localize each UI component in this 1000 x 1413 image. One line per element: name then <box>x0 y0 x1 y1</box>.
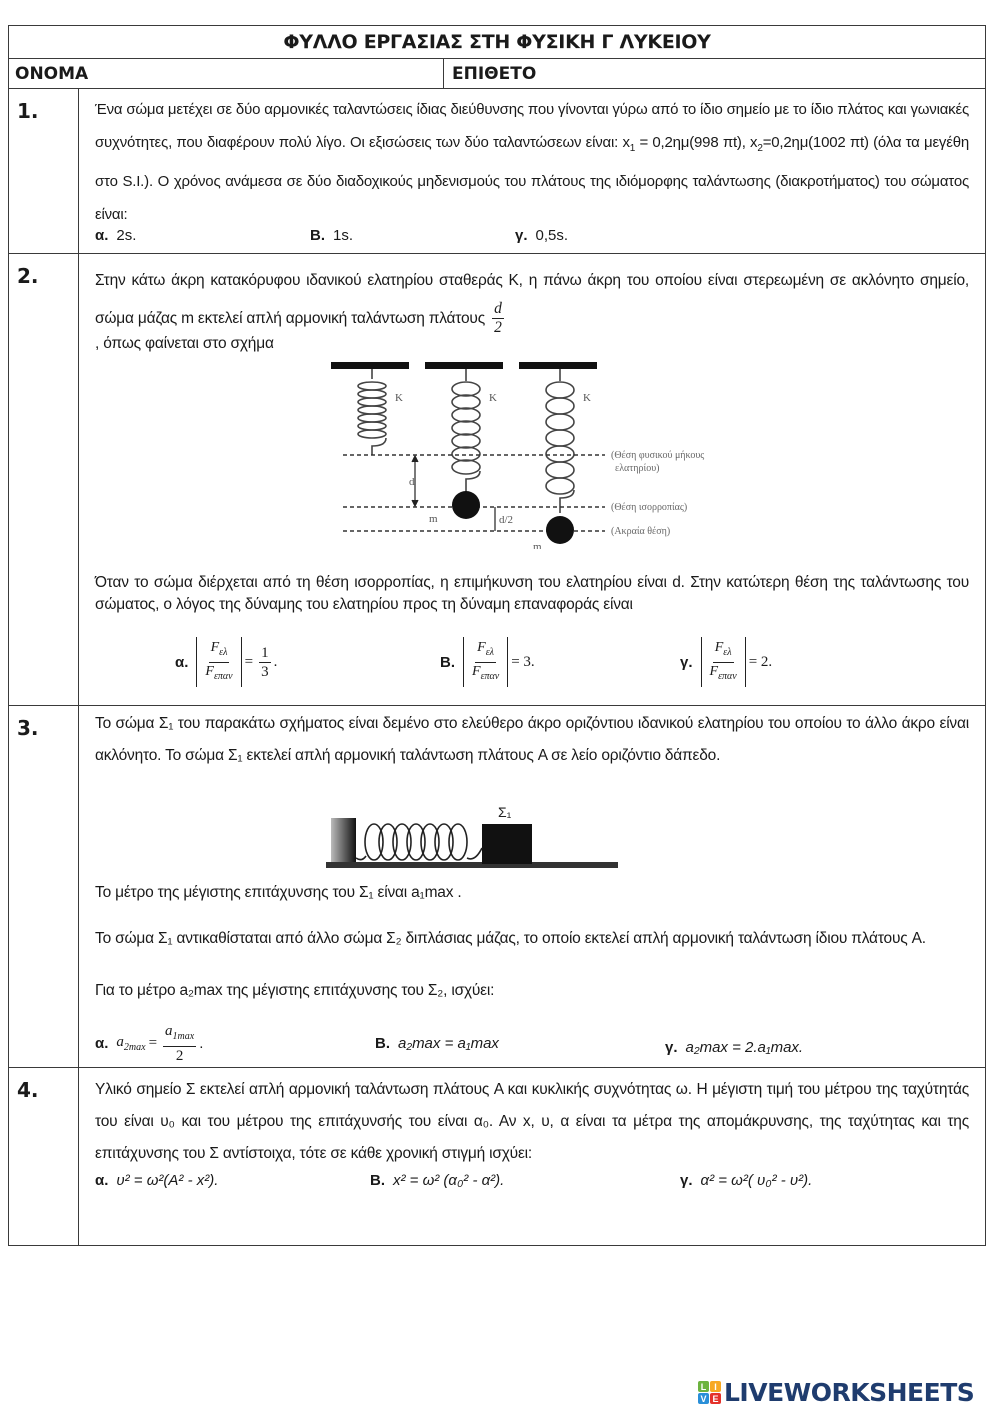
question-number: 1. <box>9 89 79 253</box>
question-2 <box>9 254 985 706</box>
svg-text:d/2: d/2 <box>499 514 514 526</box>
option-a[interactable]: α. υ² = ω²(A² - x²). <box>95 1172 219 1189</box>
question-text: Υλικό σημείο Σ εκτελεί απλή αρμονική ταλάντωση πλάτους A και κυκλικής συχνότητας ω. Η μέγιστη τιμή του μέτρου της ταχύτητάς του είναι υ₀ και του μέτρου της επιτάχυνσής του είναι α₀. Αν x, υ, α είναι τα μέτρα της απομάκρυνσης, της ταχύτητας και της επιτάχυνσης του Σ αντίστοιχα, τότε σε κάθε χρονική στιγμή ισχύει: <box>95 1081 969 1162</box>
vertical-spring-diagram <box>323 354 793 549</box>
svg-text:(Θέση ισορροπίας): (Θέση ισορροπίας) <box>611 502 688 513</box>
option-a[interactable]: α. 2s. <box>95 227 137 244</box>
live-blocks-icon: L I V E <box>698 1381 721 1404</box>
option-a[interactable]: α. $\frac{F_{\varepsilon\lambda}}{F_{\varepsilon\pi\alpha\nu}}$ = $\frac{1}{3}$ . <box>175 637 440 687</box>
svg-text:(Θέση φυσικού μήκους: (Θέση φυσικού μήκους <box>611 450 705 461</box>
option-c[interactable]: γ. 0,5s. <box>515 227 569 244</box>
option-b[interactable]: Β. a₂max = a₁max <box>375 1035 499 1052</box>
question-text-2: Το μέτρο της μέγιστης επιτάχυνσης του Σ₁ είναι a₁max . <box>95 884 462 901</box>
option-b[interactable]: Β. x² = ω² (α₀² - α²). <box>370 1172 505 1189</box>
question-3 <box>9 706 985 1068</box>
question-text: Ένα σώμα μετέχει σε δύο αρμονικές ταλαντώσεις ίδιας διεύθυνσης που γίνονται γύρω από το ίδιο σημείο με το ίδιο πλάτος και γωνιακές συχνότητες, που διαφέρουν πολύ λίγο. Οι εξισώσεις των δύο ταλαντώσεων είναι: $x_1 = 0,2\eta\mu(998$ πt), $x_2=0,2\eta\mu(1002$ πt) (όλα τα μεγέθη στο S.I.). Ο χρόνος ανάμεσα σε δύο διαδοχικούς μηδενισμούς του πλάτους της ιδιόμορφης ταλάντωσης (διακροτήματος) του σώματος είναι: <box>95 101 969 223</box>
question-body <box>79 1068 985 1245</box>
amplitude-fraction: $\frac{d}{2}$ <box>494 300 502 337</box>
option-a[interactable]: α. $a_{2max}$ = $\frac{a_{1max}}{2}$ . <box>95 1023 204 1064</box>
question-text-2: Όταν το σώμα διέρχεται από τη θέση ισορροπίας, η επιμήκυνση του ελατηρίου είναι d. Στην κατώτερη θέση της ταλάντωσης του σώματος, ο λόγος της δύναμης του ελατηρίου προς τη δύναμη επαναφοράς είναι <box>95 574 969 613</box>
answer-options <box>95 1022 855 1065</box>
question-body <box>79 254 985 705</box>
question-number: 3. <box>9 706 79 1067</box>
svg-text:Κ: Κ <box>395 392 403 404</box>
question-text-3: Το σώμα Σ₁ αντικαθίσταται από άλλο σώμα Σ₂ διπλάσιας μάζας, το οποίο εκτελεί απλή αρμονική ταλάντωση ίδιου πλάτους A. <box>95 930 926 947</box>
answer-options <box>95 1172 969 1189</box>
question-text-cont: , όπως φαίνεται στο σχήμα <box>95 335 274 352</box>
svg-text:(Ακραία θέση): (Ακραία θέση) <box>611 526 671 537</box>
svg-text:ελατηρίου): ελατηρίου) <box>615 463 660 474</box>
option-c[interactable]: γ. a₂max = 2.a₁max. <box>665 1039 804 1056</box>
horizontal-spring-diagram <box>324 800 624 880</box>
option-c[interactable]: γ. $\frac{F_{\varepsilon\lambda}}{F_{\varepsilon\pi\alpha\nu}}$ = 2. <box>680 637 772 687</box>
svg-text:Κ: Κ <box>489 392 497 404</box>
question-text: Στην κάτω άκρη κατακόρυφου ιδανικού ελατηρίου σταθεράς Κ, η πάνω άκρη του οποίου είναι στερεωμένη σε ακλόνητο σημείο, σώμα μάζας m εκτελεί απλή αρμονική ταλάντωση πλάτους $\frac{d}{2}$ <box>95 272 969 337</box>
svg-text:Κ: Κ <box>583 392 591 404</box>
question-body <box>79 89 985 253</box>
name-field[interactable]: ΟΝΟΜΑ <box>9 59 444 88</box>
question-1 <box>9 89 985 254</box>
question-4 <box>9 1068 985 1246</box>
answer-options <box>95 227 969 244</box>
logo-text: LIVEWORKSHEETS <box>724 1378 975 1407</box>
question-number: 4. <box>9 1068 79 1245</box>
svg-text:m: m <box>533 541 542 549</box>
option-b[interactable]: Β. $\frac{F_{\varepsilon\lambda}}{F_{\varepsilon\pi\alpha\nu}}$ = 3. <box>440 637 680 687</box>
surname-field[interactable]: ΕΠΙΘΕΤΟ <box>452 63 537 84</box>
question-body <box>79 706 985 1067</box>
answer-options <box>175 637 875 687</box>
question-text: Το σώμα Σ₁ του παρακάτω σχήματος είναι δεμένο στο ελεύθερο άκρο οριζόντιου ιδανικού ελατηρίου του οποίου το άλλο άκρο είναι ακλόνητο. Το σώμα Σ₁ εκτελεί απλή αρμονική ταλάντωση πλάτους A σε λείο οριζόντιο δάπεδο. <box>95 715 969 764</box>
svg-text:d: d <box>409 476 415 488</box>
svg-text:m: m <box>429 513 438 525</box>
svg-text:Σ₁: Σ₁ <box>498 804 512 820</box>
option-b[interactable]: Β. 1s. <box>310 227 354 244</box>
student-info-row <box>9 59 985 89</box>
worksheet-title: ΦΥΛΛΟ ΕΡΓΑΣΙΑΣ ΣΤΗ ΦΥΣΙΚΗ Γ ΛΥΚΕΙΟΥ <box>9 26 985 59</box>
question-text-4: Για το μέτρο a₂max της μέγιστης επιτάχυνσης του Σ₂, ισχύει: <box>95 982 495 999</box>
worksheet-table <box>8 25 986 1246</box>
question-number: 2. <box>9 254 79 705</box>
liveworksheets-logo[interactable] <box>698 1378 974 1407</box>
option-c[interactable]: γ. α² = ω²( υ₀² - υ²). <box>680 1172 813 1189</box>
